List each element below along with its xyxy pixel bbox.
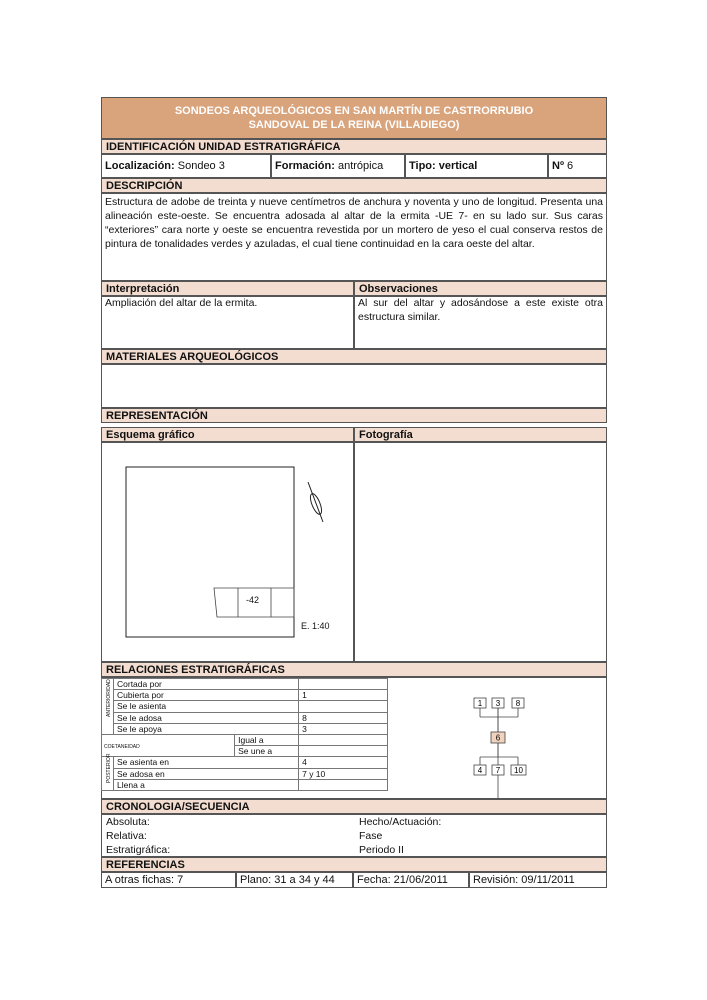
relation-label: Se le apoya [114, 723, 299, 734]
photo-heading: Fotografía [354, 427, 607, 442]
relation-value: 7 y 10 [299, 768, 388, 779]
formation-cell [271, 154, 405, 178]
observations-text: Al sur del altar y adosándose a este existe otra estructura similar. [358, 297, 603, 323]
relation-label: Se asienta en [114, 757, 299, 768]
chronology-right [359, 815, 441, 857]
matrix-center [491, 732, 505, 743]
coetaneidad-group [102, 734, 235, 756]
relation-value: 3 [299, 723, 388, 734]
location-label: Localización: [105, 160, 175, 172]
table-row [102, 712, 388, 723]
title-line-2: SANDOVAL DE LA REINA (VILLADIEGO) [248, 119, 460, 131]
number-cell [548, 154, 607, 178]
relation-value: 1 [299, 690, 388, 701]
table-row [102, 757, 388, 768]
relation-label: Se le adosa [114, 712, 299, 723]
absoluta-label: Absoluta: [106, 816, 150, 828]
location-value: Sondeo 3 [177, 160, 225, 172]
number-value: 6 [567, 160, 574, 172]
matrix-node: 1 [477, 699, 483, 708]
observations-heading: Observaciones [354, 281, 607, 296]
hecho-label: Hecho/Actuación: [359, 816, 442, 828]
table-row [102, 723, 388, 734]
table-row [102, 701, 388, 712]
description-heading: DESCRIPCIÓN [101, 178, 607, 193]
chronology-box [101, 814, 607, 857]
ref-revision: Revisión: 09/11/2011 [469, 872, 607, 888]
posterioridad-group [102, 753, 114, 791]
relation-label: Se le asienta [114, 701, 299, 712]
anterioridad-group [102, 679, 114, 735]
relations-table [101, 678, 388, 791]
estratigrafica-label: Estratigráfica: [106, 844, 171, 856]
formation-value: antrópica [337, 160, 384, 172]
materials-box [101, 364, 607, 408]
materials-heading: MATERIALES ARQUEOLÓGICOS [101, 349, 607, 364]
identification-heading: IDENTIFICACIÓN UNIDAD ESTRATIGRÁFICA [101, 139, 607, 154]
north-arrow-icon [308, 482, 324, 522]
posterioridad-label: POSTERIOR [106, 753, 112, 784]
relation-value: 8 [299, 712, 388, 723]
relation-value [299, 734, 388, 745]
description-text: Estructura de adobe de treinta y nueve centímetros de anchura y noventa y uno de longitud. Presenta una alineación este-oeste. Se encuentra adosada al altar de la ermita -UE 7- en su lado sur. Sus caras “exteriores” cara norte y oeste se encuentra revestida por un mortero de yeso el cual conserva restos de pintura de tonalidades verdes y azuladas, el cual tiene continuidad en la cara oeste del altar. [105, 196, 603, 250]
ref-date: Fecha: 21/06/2011 [353, 872, 469, 888]
matrix-node: 8 [515, 699, 521, 708]
scheme-heading: Esquema gráfico [101, 427, 354, 442]
photo-box [354, 442, 607, 662]
matrix-top-row [474, 698, 524, 708]
sheet-title [101, 97, 607, 139]
table-row [102, 690, 388, 701]
interpretation-text: Ampliación del altar de la ermita. [105, 297, 258, 309]
formation-label: Formación: [275, 160, 335, 172]
references-heading: REFERENCIAS [101, 857, 607, 872]
scale-label: E. 1:40 [301, 621, 330, 631]
harris-matrix [388, 677, 607, 799]
matrix-node: 3 [495, 699, 501, 708]
elevation-label: -42 [246, 595, 260, 605]
matrix-node: 6 [495, 733, 501, 743]
relation-value [299, 679, 388, 690]
relation-label: Se une a [235, 746, 299, 757]
relation-value: 4 [299, 757, 388, 768]
fase-label: Fase [359, 830, 383, 842]
matrix-node: 10 [514, 766, 523, 775]
coetaneidad-label: COETANEIDAD [104, 743, 140, 750]
relation-value [299, 779, 388, 790]
chronology-left [106, 815, 170, 857]
chronology-heading: CRONOLOGIA/SECUENCIA [101, 799, 607, 814]
relation-label: Cubierta por [114, 690, 299, 701]
anterioridad-label: ANTERIORIDAD [106, 679, 112, 717]
representation-heading: REPRESENTACIÓN [101, 408, 607, 423]
relation-value [299, 746, 388, 757]
number-label: Nº [552, 160, 564, 172]
table-row [102, 768, 388, 779]
matrix-bottom-row [474, 765, 526, 775]
ref-other-records: A otras fichas: 7 [101, 872, 236, 888]
relativa-label: Relativa: [106, 830, 147, 842]
table-row [102, 679, 388, 690]
interpretation-heading: Interpretación [101, 281, 354, 296]
relation-label: Llena a [114, 779, 299, 790]
matrix-node: 4 [477, 766, 483, 775]
table-row [102, 734, 388, 745]
type-cell: Tipo: vertical [405, 154, 548, 178]
trench-outline [126, 467, 294, 637]
relations-heading: RELACIONES ESTRATIGRÁFICAS [101, 662, 607, 677]
title-line-1: SONDEOS ARQUEOLÓGICOS EN SAN MARTÍN DE CASTRORRUBIO [174, 105, 534, 117]
location-cell [101, 154, 271, 178]
relation-label: Cortada por [114, 679, 299, 690]
ref-plan: Plano: 31 a 34 y 44 [236, 872, 353, 888]
relation-label: Se adosa en [114, 768, 299, 779]
relation-label: Igual a [235, 734, 299, 745]
table-row [102, 779, 388, 790]
periodo-label: Periodo II [359, 844, 404, 856]
relation-value [299, 701, 388, 712]
matrix-node: 7 [495, 766, 501, 775]
